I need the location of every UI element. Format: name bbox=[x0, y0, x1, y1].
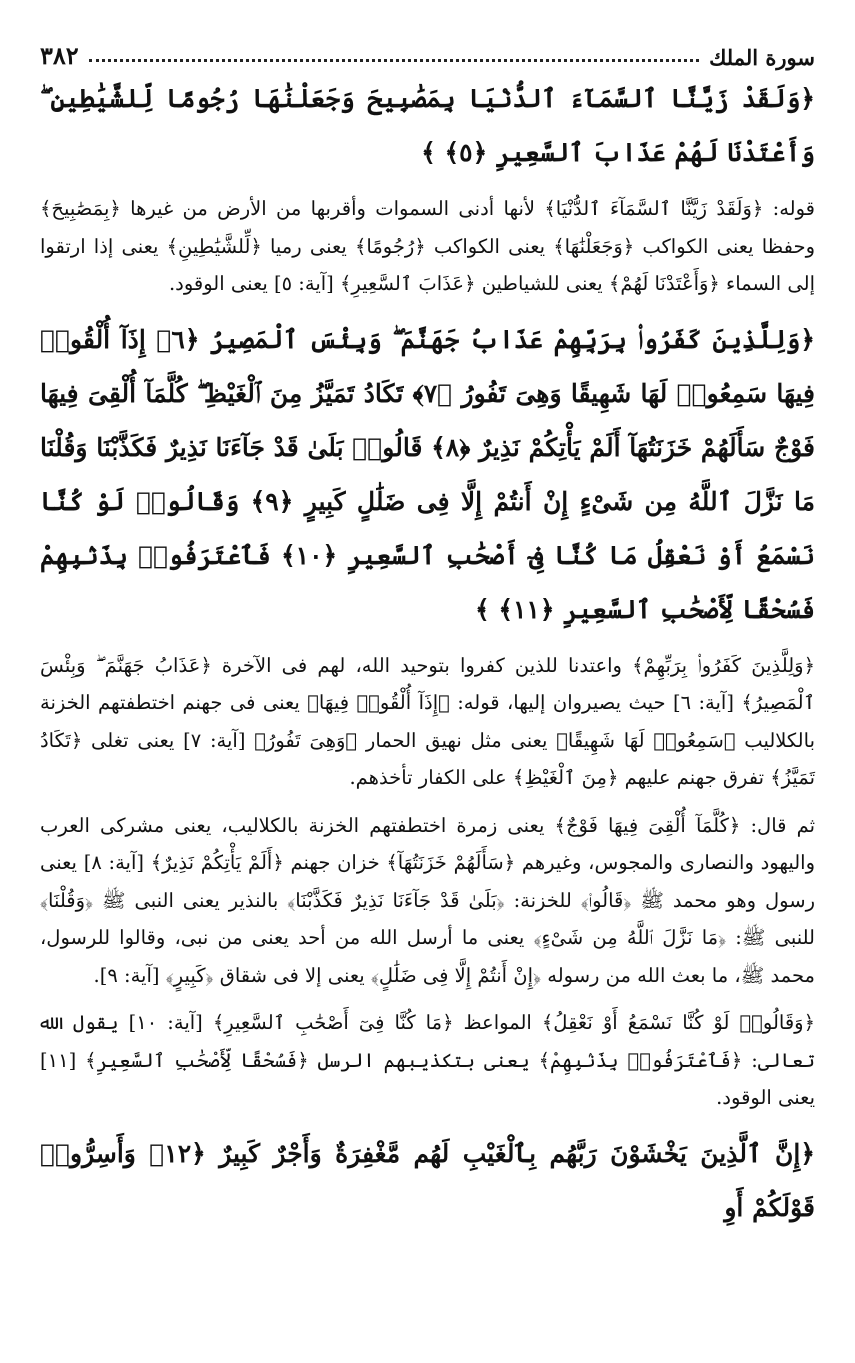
surah-title: سورة الملك bbox=[709, 45, 815, 70]
page-number: ٣٨٢ bbox=[40, 41, 79, 70]
tafsir-paragraph: ﴿وَقَالُوا۟ لَوْ كُنَّا نَسْمَعُ أَوْ نَعْقِلُ﴾ المواعظ ﴿مَا كُنَّا فِىٓ أَصْحَٰبِ ٱلسَّعِيرِ﴾ [آية: ١٠] يقول الله تعالى: ﴿فَٱعْتَرَفُوا۟ بِذَنۢبِهِمْ﴾ يعنى بتكذيبهم الرسل ﴿فَسُحْقًا لِّأَصْحَٰبِ ٱلسَّعِيرِ﴾ [١١] يعنى الوقود. bbox=[40, 1011, 816, 1109]
tafsir-paragraph: ثم قال: ﴿كُلَّمَآ أُلْقِىَ فِيهَا فَوْجٌ﴾ يعنى زمرة اختطفتهم الخزنة بالكلاليب، يعنى مشركى العرب واليهود والنصارى والمجوس، وغيرهم ﴿سَأَلَهُمْ خَزَنَتُهَآ﴾ خزان جهنم ﴿أَلَمْ يَأْتِكُمْ نَذِيرٌ﴾ [آية: ٨] يعنى رسول وهو محمد ﷺ ﴿قَالُوا۟﴾ للخزنة: ﴿بَلَىٰ قَدْ جَآءَنَا نَذِيرٌ فَكَذَّبْنَا﴾ بالنذير يعنى النبى ﷺ ﴿وَقُلْنَا﴾ للنبى ﷺ: ﴿مَا نَزَّلَ ٱللَّهُ مِن شَىْءٍ﴾ يعنى ما أرسل الله من أحد يعنى من نبى، وقالوا للرسول، محمد ﷺ، ما بعث الله من رسوله ﴿إِنْ أَنتُمْ إِلَّا فِى ضَلَٰلٍ﴾ يعنى إلا فى شقاق ﴿كَبِيرٍ﴾ [آية: ٩]. bbox=[40, 813, 815, 987]
tafsir-paragraph: قوله: ﴿وَلَقَدْ زَيَّنَّا ٱلسَّمَآءَ ٱلدُّنْيَا﴾ لأنها أدنى السموات وأقربها من الأرض من غيرها ﴿بِمَصَٰبِيحَ﴾ وحفظا يعنى الكواكب ﴿وَجَعَلْنَٰهَا﴾ يعنى الكواكب ﴿رُجُومًا﴾ يعنى رميا ﴿لِّلشَّيَٰطِينِ﴾ يعنى إذا ارتقوا إلى السماء ﴿وَأَعْتَدْنَا لَهُمْ﴾ يعنى للشياطين ﴿عَذَابَ ٱلسَّعِيرِ﴾ [آية: ٥] يعنى الوقود. bbox=[40, 197, 815, 295]
quran-verse-block: ﴿وَلِلَّذِينَ كَفَرُوا۟ بِرَبِّهِمْ عَذَابُ جَهَنَّمَ ۖ وَبِئْسَ ٱلْمَصِيرُ ﴿٦﴾ إِذَآ أُلْقُوا۟ فِيهَا سَمِعُوا۟ لَهَا شَهِيقًا وَهِىَ تَفُورُ ﴿٧﴾ تَكَادُ تَمَيَّزُ مِنَ ٱلْغَيْظِ ۖ كُلَّمَآ أُلْقِىَ فِيهَا فَوْجٌ سَأَلَهُمْ خَزَنَتُهَآ أَلَمْ يَأْتِكُمْ نَذِيرٌ ﴿٨﴾ قَالُوا۟ بَلَىٰ قَدْ جَآءَنَا نَذِيرٌ فَكَذَّبْنَا وَقُلْنَا مَا نَزَّلَ ٱللَّهُ مِن شَىْءٍ إِنْ أَنتُمْ إِلَّا فِى ضَلَٰلٍ كَبِيرٍ ﴿٩﴾ وَقَالُوا۟ لَوْ كُنَّا نَسْمَعُ أَوْ نَعْقِلُ مَا كُنَّا فِىٓ أَصْحَٰبِ ٱلسَّعِيرِ ﴿١٠﴾ فَٱعْتَرَفُوا۟ بِذَنۢبِهِمْ فَسُحْقًا لِّأَصْحَٰبِ ٱلسَّعِيرِ ﴿١١﴾ ﴾ bbox=[40, 324, 815, 624]
page-header bbox=[40, 30, 815, 70]
quran-verse-block: ﴿إِنَّ ٱلَّذِينَ يَخْشَوْنَ رَبَّهُم بِٱلْغَيْبِ لَهُم مَّغْفِرَةٌ وَأَجْرٌ كَبِيرٌ ﴿١٢﴾ وَأَسِرُّوا۟ قَوْلَكُمْ أَوِ bbox=[40, 1138, 815, 1222]
tafsir-paragraph: ﴿وَلِلَّذِينَ كَفَرُوا۟ بِرَبِّهِمْ﴾ واعتدنا للذين كفروا بتوحيد الله، لهم فى الآخرة ﴿عَذَابُ جَهَنَّمَ ۖ وَبِئْسَ ٱلْمَصِيرُ﴾ [آية: ٦] حيث يصيروان إليها، قوله: ﴿إِذَآ أُلْقُوا۟ فِيهَا﴾ يعنى فى جهنم اختطفتهم الخزنة بالكلاليب ﴿سَمِعُوا۟ لَهَا شَهِيقًا﴾ يعنى مثل نهيق الحمار ﴿وَهِىَ تَفُورُ﴾ [آية: ٧] يعنى تغلى ﴿تَكَادُ تَمَيَّزُ﴾ تفرق جهنم عليهم ﴿مِنَ ٱلْغَيْظِ﴾ على الكفار تأخذهم. bbox=[40, 653, 816, 789]
quran-verse-block: ﴿وَلَقَدْ زَيَّنَّا ٱلسَّمَآءَ ٱلدُّنْيَا بِمَصَٰبِيحَ وَجَعَلْنَٰهَا رُجُومًا لِّلشَّيَٰطِينِ ۖ وَأَعْتَدْنَا لَهُمْ عَذَابَ ٱلسَّعِيرِ ﴿٥﴾ ﴾ bbox=[40, 84, 815, 167]
dotted-leader bbox=[89, 59, 699, 62]
